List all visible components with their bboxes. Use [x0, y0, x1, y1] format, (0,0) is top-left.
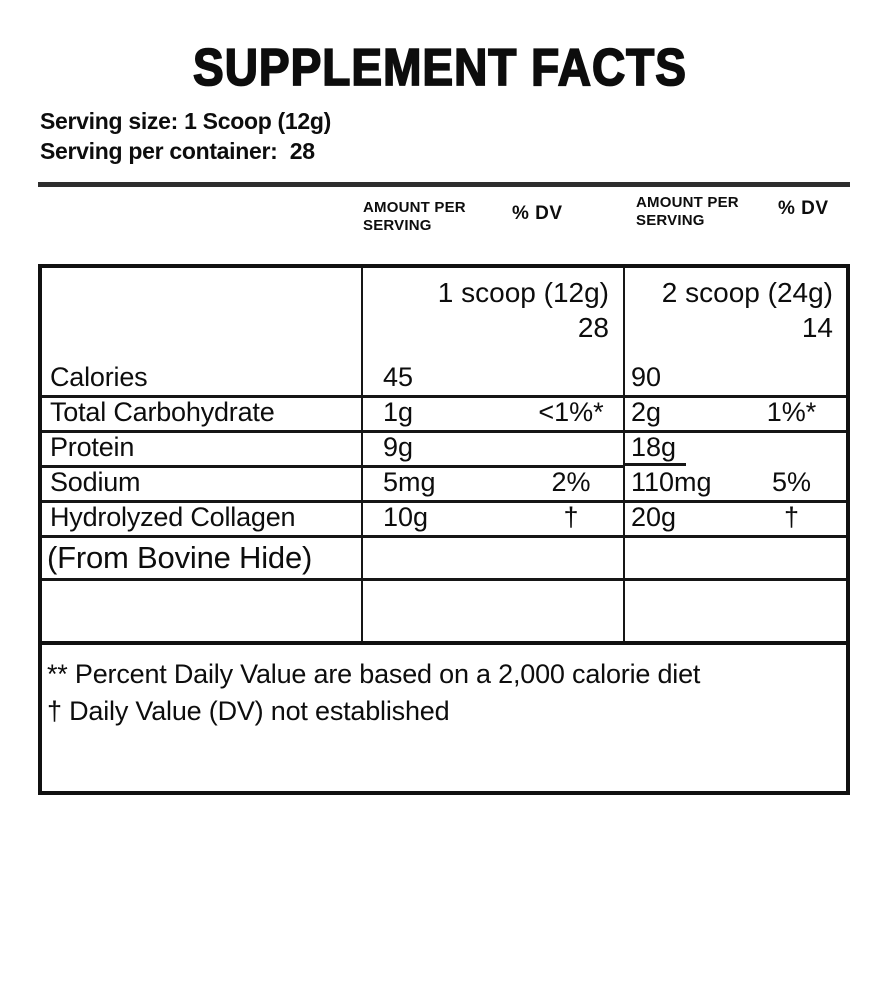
dv-value: † — [783, 502, 800, 532]
dv-value — [749, 393, 834, 395]
dv-value: 5% — [771, 467, 812, 497]
dv-value — [521, 393, 621, 395]
dv-value — [521, 463, 621, 465]
facts-table — [38, 264, 850, 795]
row-label: Calories — [42, 364, 361, 398]
serving-info-col2 — [623, 268, 846, 364]
table-row-from-bovine-hide — [42, 538, 846, 581]
amount-value: 10g — [383, 502, 429, 532]
row-label: Hydrolyzed Collagen — [42, 503, 361, 538]
amount-value: 5mg — [383, 467, 436, 497]
servings-count-col2: 14 — [801, 312, 833, 343]
serving-size-line: Serving size: 1 Scoop (12g) — [40, 108, 331, 134]
row-values-col2 — [623, 538, 846, 581]
column-header-amount-per-serving-2: AMOUNT PER SERVING — [636, 194, 739, 229]
row-label: Sodium — [42, 468, 361, 503]
table-row-calories — [42, 364, 846, 398]
amount-value: 9g — [383, 432, 414, 462]
row-values-col2 — [623, 433, 846, 468]
dv-value: 2% — [551, 467, 591, 497]
footnote-dagger: † Daily Value (DV) not established — [47, 696, 450, 726]
row-values-col1 — [361, 364, 623, 398]
facts-table-body — [42, 268, 846, 641]
amount-value: 45 — [383, 362, 414, 392]
table-row-sodium — [42, 468, 846, 503]
amount-value: 90 — [631, 362, 662, 392]
row-values-col2 — [623, 398, 846, 433]
row-values-col1 — [361, 398, 623, 433]
table-row-protein — [42, 433, 846, 468]
amount-value: 110mg — [631, 467, 712, 497]
serving-info-col1 — [361, 268, 623, 364]
table-row-hydrolyzed-collagen — [42, 503, 846, 538]
column-header-dv-2: % DV — [778, 198, 829, 219]
amount-value: 20g — [631, 502, 677, 532]
dv-value: † — [563, 502, 579, 532]
amount-value: 2g — [631, 397, 662, 427]
servings-count-col1: 28 — [577, 312, 609, 343]
row-values-col1 — [361, 503, 623, 538]
row-label: Total Carbohydrate — [42, 398, 361, 433]
footnote-section — [42, 645, 846, 791]
column-header-amount-per-serving-1: AMOUNT PER SERVING — [363, 199, 466, 234]
row-values-col2 — [623, 468, 846, 503]
dv-value: <1%* — [538, 397, 604, 427]
serving-info-row — [42, 268, 846, 364]
dv-value: 1%* — [766, 397, 817, 427]
row-label: Protein — [42, 433, 361, 468]
row-values-col2 — [623, 503, 846, 538]
column-header-dv-1: % DV — [512, 203, 563, 224]
amount-value: 1g — [383, 397, 414, 427]
label-title: SUPPLEMENT FACTS — [193, 37, 687, 97]
serving-info-blank-cell — [42, 268, 361, 364]
column-divider-2 — [623, 268, 625, 641]
servings-per-container-line: Serving per container: 28 — [40, 138, 315, 164]
scoop-size-col2: 2 scoop (24g) — [661, 277, 833, 308]
header-divider-rule — [38, 182, 850, 187]
row-label: (From Bovine Hide) — [42, 538, 361, 581]
row-values-col1 — [361, 468, 623, 503]
row-values-col1 — [361, 538, 623, 581]
row-values-col2 — [623, 364, 846, 398]
row-values-col1 — [361, 433, 623, 468]
amount-value: 18g — [623, 432, 686, 466]
label-title-wrap — [0, 37, 880, 97]
table-row-total-carbohydrate — [42, 398, 846, 433]
column-divider-1 — [361, 268, 363, 641]
scoop-size-col1: 1 scoop (12g) — [437, 277, 609, 308]
footnote-percent-dv: ** Percent Daily Value are based on a 2,000 calorie diet — [47, 659, 701, 689]
